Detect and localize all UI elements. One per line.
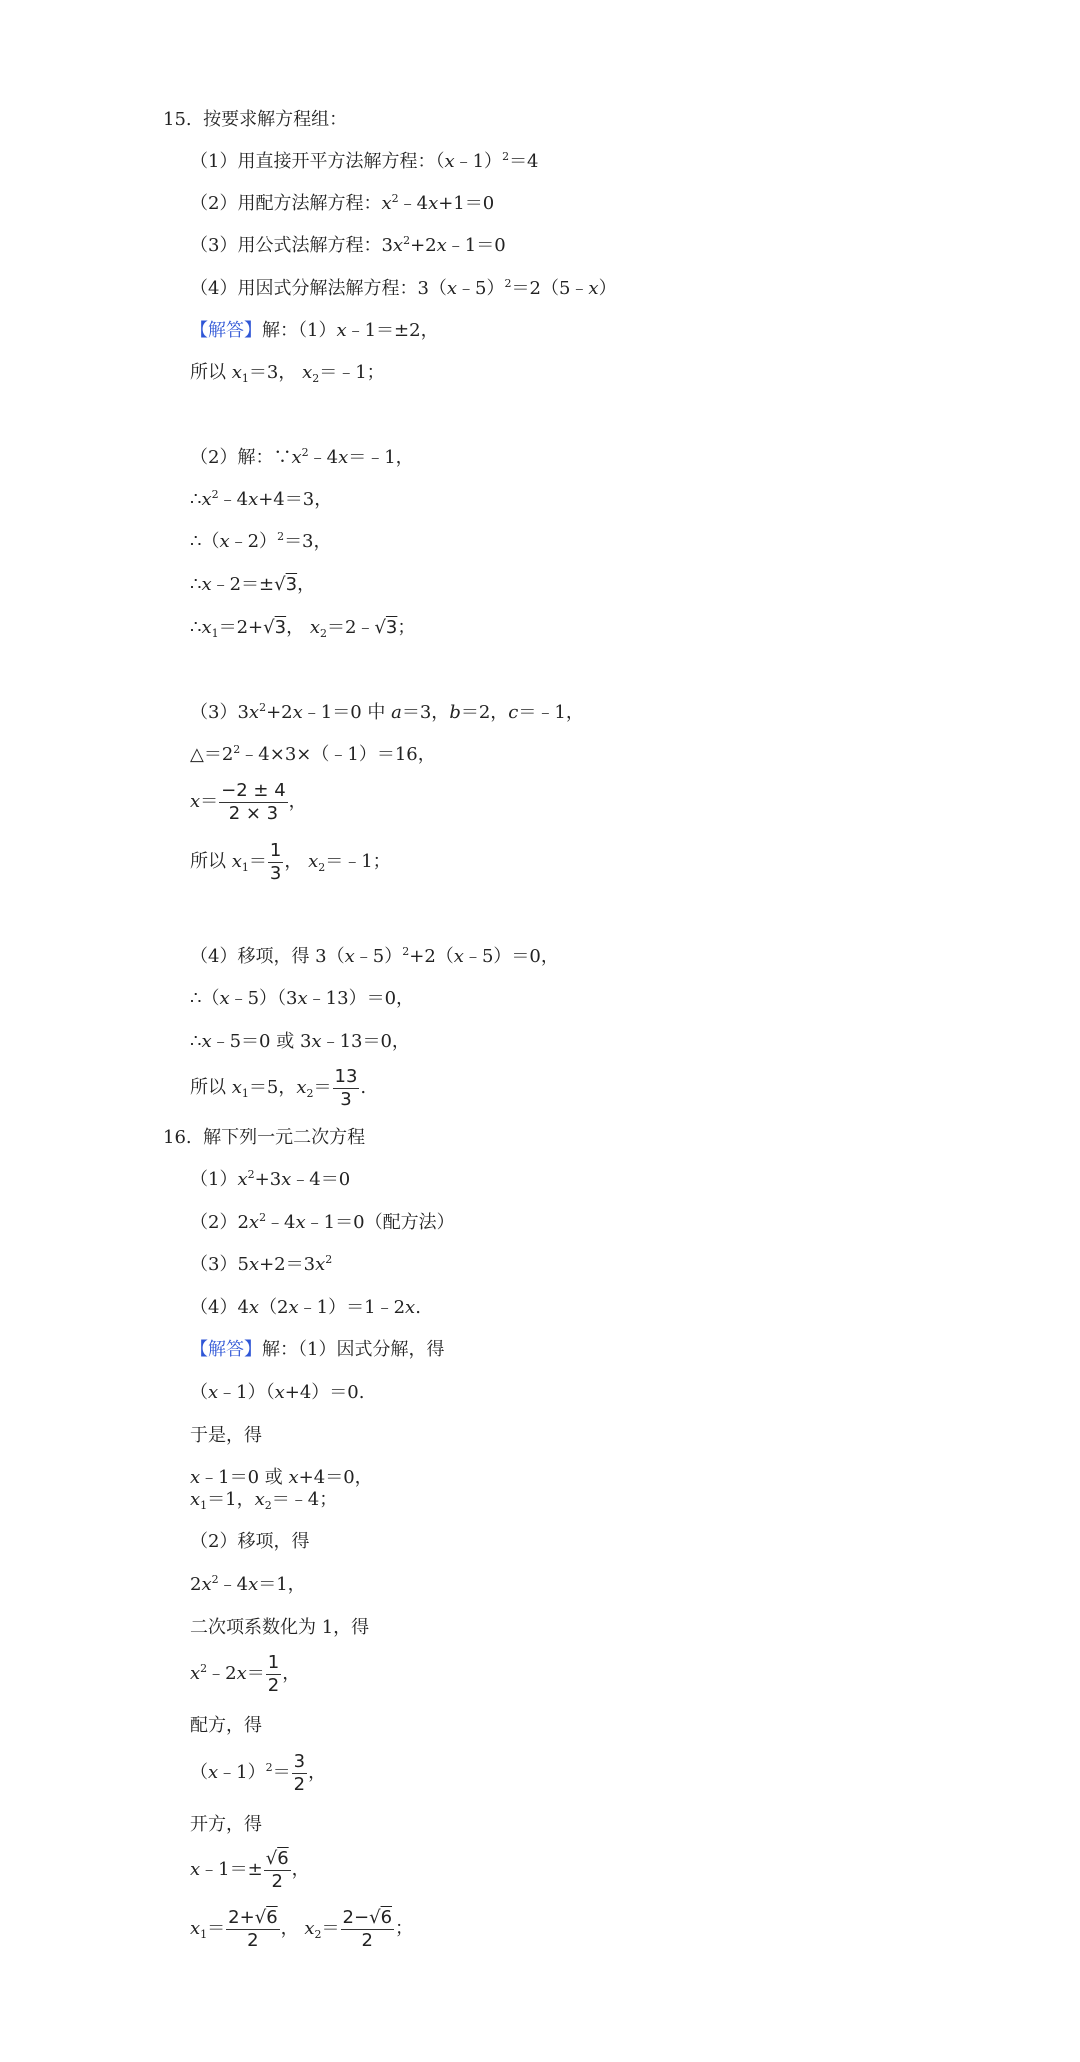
q15-answer-3-line-1: $(3)3x^2+2x﹣1=0$ 中 a＝3，b＝2，c＝﹣1， (190, 701, 584, 723)
q15-part-2: （2）用配方法解方程：$x^2﹣4x+1=0$ (190, 192, 495, 214)
q15-part-4: （4）用因式分解法解方程：3（x﹣5）$^2$＝2（5﹣x） (190, 277, 617, 299)
q16-answer-line-4: x﹣1＝0 或 x+4＝0， (190, 1467, 373, 1488)
answer-tag: 【解答】 (190, 1339, 262, 1360)
q15-part-3: （3）用公式法解方程：$3x^2+2x﹣1=0$ (190, 234, 506, 256)
q16-answer-line-2: （x﹣1）（x+4）＝0. (190, 1382, 365, 1403)
question-title: 解下列一元二次方程 (203, 1127, 366, 1148)
q15-answer-2-line-3: ∴（x﹣2）$^2$＝3， (190, 530, 332, 552)
sqrt-symbol: √3 (274, 574, 298, 595)
q15-answer-3-line-3: x＝ $\frac{-2 \pm 4}{2 \times 3}$ ， (190, 779, 307, 824)
fraction: $\frac{1}{3}$ (269, 839, 282, 884)
question-title: 按要求解方程组： (203, 109, 348, 130)
q15-answer-4-line-4: 所以 $x_1=5$，$x_2=$ $\frac{13}{3}$ . (190, 1065, 367, 1110)
q15-answer-line-1: 【解答】解：（1）x﹣1＝±2， (190, 320, 439, 341)
q16-part-2: $(2)2x^2﹣4x﹣1=0$（配方法） (190, 1211, 455, 1233)
q16-answer-line-3: 于是，得 (190, 1425, 262, 1446)
fraction: $\frac{-2 \pm 4}{2 \times 3}$ (221, 779, 286, 824)
q16-answer-2-line-9: $x_1=$ $\frac{2+√6}{2}$ ， $x_2=$ $\frac{2-√6}{2}$ ； (190, 1906, 414, 1951)
q16-answer-2-line-4: $x^2﹣2x=$ $\frac{1}{2}$ ， (190, 1651, 301, 1696)
q16-heading (163, 1126, 365, 1150)
fraction: $\frac{√6}{2}$ (265, 1847, 289, 1892)
q15-answer-2-line-2: $\therefore x^2﹣4x+4=3$， (190, 488, 333, 510)
q15-answer-2-line-1: （2）解：$\because x^2﹣4x=﹣1$， (190, 446, 414, 468)
q15-answer-4-line-3: ∴x﹣5＝0 或 3x﹣13＝0， (190, 1031, 410, 1052)
fraction: $\frac{1}{2}$ (267, 1651, 280, 1696)
q16-answer-2-line-2: $2x^2﹣4x=1$， (190, 1573, 306, 1595)
q15-heading (163, 108, 347, 132)
fraction: $\frac{13}{3}$ (334, 1065, 358, 1110)
fraction: $\frac{2+√6}{2}$ (228, 1906, 278, 1951)
q16-part-3: $(3)5x+2=3x^2$ (190, 1253, 333, 1275)
q16-part-4: （4）4x（2x﹣1）＝1﹣2x. (190, 1297, 421, 1318)
q15-answer-4-line-2: ∴（x﹣5）（3x﹣13）＝0， (190, 988, 415, 1009)
q16-answer-2-line-8: x﹣1＝± $\frac{√6}{2}$ ， (190, 1847, 310, 1892)
question-number: 15. (163, 109, 192, 130)
answer-tag: 【解答】 (190, 320, 262, 341)
q16-answer-line-1: 【解答】解：（1）因式分解，得 (190, 1339, 445, 1360)
q16-part-1: $(1)x^2+3x﹣4=0$ (190, 1168, 351, 1190)
q16-answer-2-line-1: （2）移项，得 (190, 1531, 310, 1552)
q15-answer-4-line-1: （4）移项，得 3（x﹣5）$^2$+2（x﹣5）＝0， (190, 945, 559, 967)
q15-answer-2-line-5: $\therefore x_1=2+√3$， $x_2=2﹣√3$； (190, 617, 416, 640)
q15-answer-3-line-4: 所以 $x_1=$ $\frac{1}{3}$ ， $x_2=﹣1$； (190, 839, 391, 884)
q15-part-1: （1）用直接开平方法解方程：（x﹣1）$^2$＝4 (190, 150, 539, 172)
q16-answer-line-5: $x_1=1$，$x_2=﹣4$； (190, 1489, 338, 1512)
q15-answer-2-line-4: ∴x﹣2＝±√3， (190, 574, 316, 595)
fraction: $\frac{2-√6}{2}$ (342, 1906, 393, 1951)
q15-answer-3-line-2: $\triangle=2^2﹣4\times 3\times(﹣1)=16$， (190, 743, 436, 765)
question-number: 16. (163, 1127, 192, 1148)
fraction: $\frac{3}{2}$ (293, 1750, 306, 1795)
q16-answer-2-line-7: 开方，得 (190, 1814, 262, 1835)
q15-answer-line-2: 所以 $x_1=3$， $x_2=﹣1$； (190, 362, 385, 385)
q16-answer-2-line-6: （x﹣1）$^2$＝ $\frac{3}{2}$ ， (190, 1750, 327, 1795)
q16-answer-2-line-3: 二次项系数化为 1，得 (190, 1617, 370, 1638)
q16-answer-2-line-5: 配方，得 (190, 1715, 262, 1736)
